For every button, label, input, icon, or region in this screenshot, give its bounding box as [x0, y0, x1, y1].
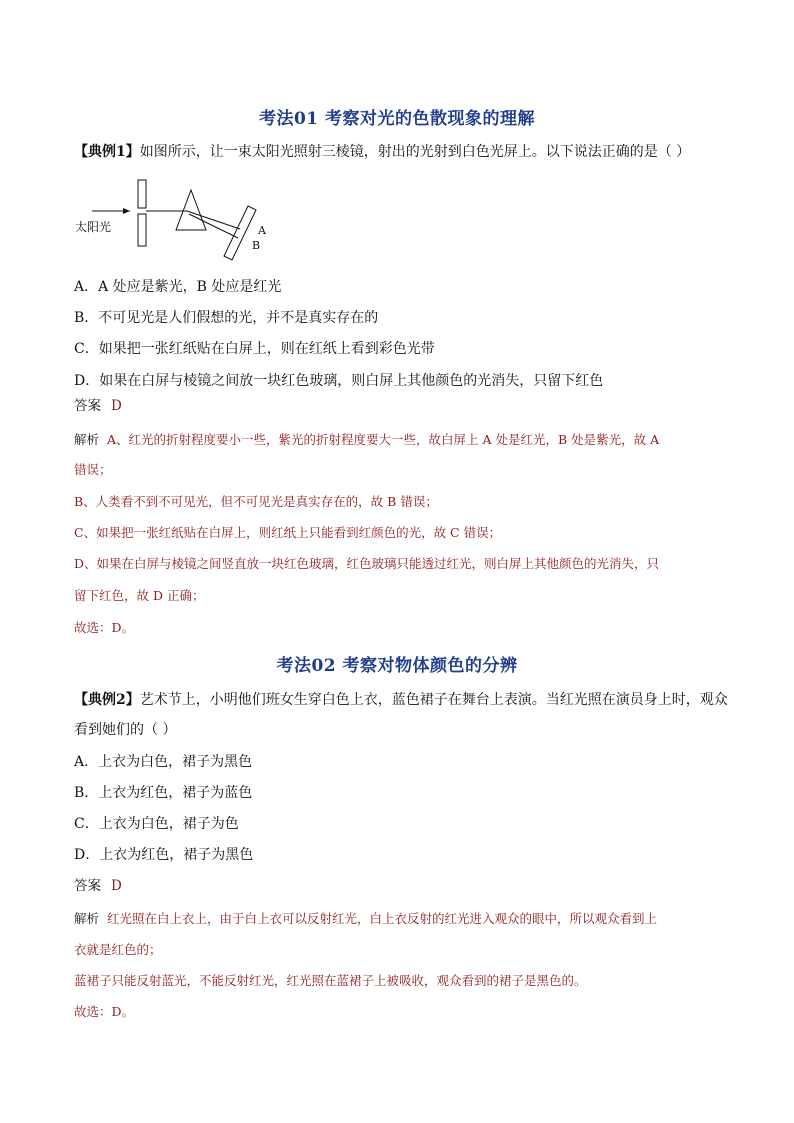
- label-a: A: [258, 224, 266, 237]
- question-2-text: 艺术节上，小明他们班女生穿白色上衣，蓝色裙子在舞台上表演。当红光照在演员身上时，观众: [139, 692, 728, 708]
- explanation-text: 红光照在白上衣上，由于白上衣可以反射红光，白上衣反射的红光进入观众的眼中，所以观众看到上: [107, 911, 658, 926]
- explanation-text: A、红光的折射程度要小一些，紫光的折射程度要大一些，故白屏上 A 处是红光，B 处是紫光，故 A: [107, 432, 660, 447]
- explanation-1-line-6: 留下红色，故 D 正确；: [74, 588, 205, 603]
- explanation-2-line-3: 蓝裙子只能反射蓝光，不能反射红光，红光照在蓝裙子上被吸收，观众看到的裙子是黑色的。: [74, 973, 587, 988]
- explanation-2-line-1: [74, 909, 734, 929]
- question-1-stem: [74, 142, 734, 162]
- answer-2: [74, 876, 734, 896]
- option-c: C．上衣为白色，裙子为色: [74, 816, 239, 832]
- question-1-tag: 【典例1】: [74, 144, 140, 160]
- answer-label: 答案: [74, 398, 101, 414]
- explanation-1-line-5: D、如果在白屏与棱镜之间竖直放一块红色玻璃，红色玻璃只能透过红光，则白屏上其他颜色的光消失，只: [74, 556, 660, 571]
- explanation-1-line-3: B、人类看不到不可见光，但不可见光是真实存在的，故 B 错误；: [74, 494, 438, 509]
- label-b: B: [252, 239, 261, 252]
- explanation-label: 解析: [74, 432, 100, 447]
- option-c: C．如果把一张红纸贴在白屏上，则在红纸上看到彩色光带: [74, 341, 435, 357]
- slit-lower: [138, 214, 146, 246]
- question-2-stem: [74, 690, 734, 710]
- answer-value: D: [111, 398, 122, 414]
- explanation-2-line-2: 衣就是红色的；: [74, 942, 162, 957]
- prism-triangle: [176, 190, 206, 230]
- answer-value: D: [111, 878, 122, 894]
- explanation-1-line-2: 错误；: [74, 462, 112, 477]
- explanation-2-line-4: 故选：D。: [74, 1004, 135, 1019]
- sun-label: 太阳光: [75, 220, 112, 234]
- option-b: B．不可见光是人们假想的光，并不是真实存在的: [74, 310, 379, 326]
- explanation-1-line-7: 故选：D。: [74, 620, 135, 635]
- question-1-text: 如图所示，让一束太阳光照射三棱镜，射出的光射到白色光屏上。以下说法正确的是（ ）: [139, 144, 691, 160]
- question-2-stem-line-2: 看到她们的（ ）: [74, 722, 177, 738]
- section-1-title: 考法01 考察对光的色散现象的理解: [258, 109, 536, 129]
- section-2-title: 考法02 考察对物体颜色的分辨: [276, 656, 518, 676]
- option-a: A．上衣为白色，裙子为黑色: [74, 754, 253, 770]
- explanation-1-line-1: [74, 430, 734, 450]
- slit-upper: [138, 180, 146, 208]
- sunlight-arrowhead: [123, 208, 130, 214]
- option-d: D．如果在白屏与棱镜之间放一块红色玻璃，则白屏上其他颜色的光消失，只留下红色: [74, 373, 604, 389]
- question-2-tag: 【典例2】: [74, 692, 140, 708]
- answer-1: [74, 396, 734, 416]
- explanation-label: 解析: [74, 911, 100, 926]
- option-d: D．上衣为红色，裙子为黑色: [74, 847, 254, 863]
- explanation-1-line-4: C、如果把一张红纸贴在白屏上，则红纸上只能看到红颜色的光，故 C 错误；: [74, 525, 502, 540]
- option-b: B．上衣为红色，裙子为蓝色: [74, 785, 253, 801]
- prism-dispersion-diagram: [72, 176, 282, 264]
- option-a: A．A 处应是紫光，B 处应是红光: [74, 279, 282, 295]
- answer-label: 答案: [74, 878, 101, 894]
